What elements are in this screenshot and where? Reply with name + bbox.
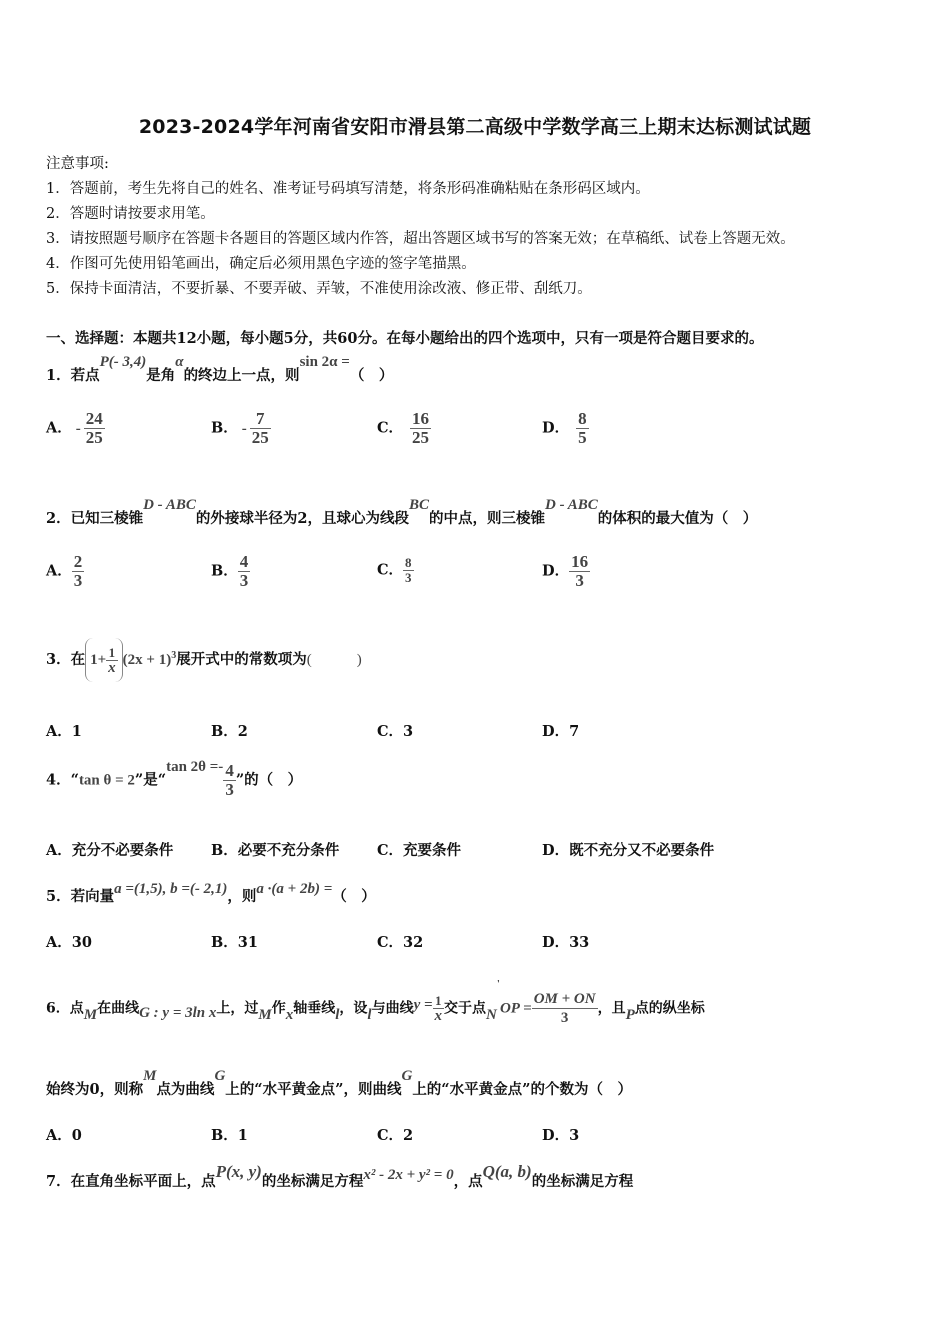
math-tan2: tan 2θ =- [166,758,224,775]
q4-option-b[interactable]: B．必要不充分条件 [211,842,340,859]
notice-heading: 注意事项: [46,156,109,172]
math-circle-eq: x² - 2x + y² = 0 [363,1167,454,1183]
question-4: 4．“tan θ = 2”是“tan 2θ =- $\frac{4}{3}$ ”的（ ） [46,758,303,799]
q6-option-a[interactable]: A．0 [46,1127,82,1144]
math-binomial: 1+ $\frac{1}{x}$ [85,638,123,682]
q3-option-a[interactable]: A．1 [46,723,82,740]
q6-option-d[interactable]: D．3 [542,1127,580,1144]
q2-option-b[interactable]: B． $\frac{4}{3}$ [211,552,249,590]
q2-option-a[interactable]: A． $\frac{2}{3}$ [46,552,83,590]
q5-option-c[interactable]: C．32 [377,934,424,951]
question-5: 5．若向量a =(1,5), b =(- 2,1)，则a ·(a + 2b) =（ ） [46,881,376,905]
notice-item-4: 4．作图可先使用铅笔画出，确定后必须用黑色字迹的签字笔描黑。 [46,256,476,272]
q2-option-c[interactable]: C． $\frac{8}{3}$ [377,555,412,585]
math-point-p: P(- 3,4) [99,354,147,370]
q4-option-c[interactable]: C．充要条件 [377,842,462,859]
q1-option-a[interactable]: A． - $\frac{24}{25}$ [46,409,103,447]
q1-option-b[interactable]: B． - $\frac{7}{25}$ [211,409,269,447]
math-dabc: D - ABC [143,497,196,513]
question-7: 7．在直角坐标平面上，点P(x, y)的坐标满足方程x² - 2x + y² = 0，点Q(a, b)的坐标满足方程 [46,1162,634,1190]
q6-option-b[interactable]: B．1 [211,1127,248,1144]
notice-item-3: 3．请按照题号顺序在答题卡各题目的答题区域内作答，超出答题区域书写的答案无效；在草稿纸、试卷上答题无效。 [46,231,795,247]
math-dabc-2: D - ABC [545,497,598,513]
q5-option-a[interactable]: A．30 [46,934,92,951]
math-dot: a ·(a + 2b) = [256,881,333,897]
q5-option-d[interactable]: D．33 [542,934,590,951]
q3-option-b[interactable]: B．2 [211,723,248,740]
notice-item-5: 5．保持卡面清洁，不要折暴、不要弄破、弄皱，不准使用涂改液、修正带、刮纸刀。 [46,281,592,297]
math-sin2a: sin 2α = [299,354,350,370]
math-2x1: (2x + 1) [122,652,172,668]
question-3: 3．在 1+ $\frac{1}{x}$ $(2x + 1)^3$展开式中的常数项为( ) [46,638,362,682]
notice-item-1: 1．答题前，考生先将自己的姓名、准考证号码填写清楚，将条形码准确粘贴在条形码区域内。 [46,181,650,197]
section-heading: 一、选择题：本题共12小题，每小题5分，共60分。在每小题给出的四个选项中，只有一项是符合题目要求的。 [46,330,764,347]
q2-option-d[interactable]: D． $\frac{16}{3}$ [542,552,589,590]
math-q-ab: Q(a, b) [482,1162,532,1181]
math-p-xy: P(x, y) [215,1162,262,1181]
q5-option-b[interactable]: B．31 [211,934,258,951]
exam-title: 2023-2024学年河南省安阳市滑县第二高级中学数学高三上期末达标测试试题 [138,116,812,138]
q3-option-d[interactable]: D．7 [542,723,580,740]
question-1: 1．若点P(- 3,4)是角α的终边上一点，则sin 2α =（ ） [46,354,394,384]
math-bc: BC [408,497,429,513]
math-tan: tan θ = 2 [78,772,135,789]
question-2: 2．已知三棱锥D - ABC的外接球半径为2，且球心为线段BC的中点，则三棱锥D - ABC的体积的最大值为（ ） [46,497,758,527]
q1-option-d[interactable]: D． $\frac{8}{5}$ [542,409,587,447]
q1-option-c[interactable]: C． $\frac{16}{25}$ [377,409,430,447]
notice-item-2: 2．答题时请按要求用笔。 [46,206,215,222]
math-alpha: α [175,354,184,370]
q4-option-d[interactable]: D．既不充分又不必要条件 [542,842,715,859]
q3-option-c[interactable]: C．3 [377,723,414,740]
math-vectors: a =(1,5), b =(- 2,1) [114,881,228,897]
question-6-line-1: 6．点M在曲线G : y = 3ln x上，过M作x轴垂线l，设l与曲线y = $\frac{1}{x}$ 交于点N'OP = $\frac{OM + ON}{3}$ ，且P点的纵坐标 [46,977,705,1026]
q6-option-c[interactable]: C．2 [377,1127,414,1144]
question-6-line-2: 始终为0，则称M点为曲线G上的“水平黄金点”，则曲线G上的“水平黄金点”的个数为（ ） [46,1068,632,1098]
q4-option-a[interactable]: A．充分不必要条件 [46,842,174,859]
